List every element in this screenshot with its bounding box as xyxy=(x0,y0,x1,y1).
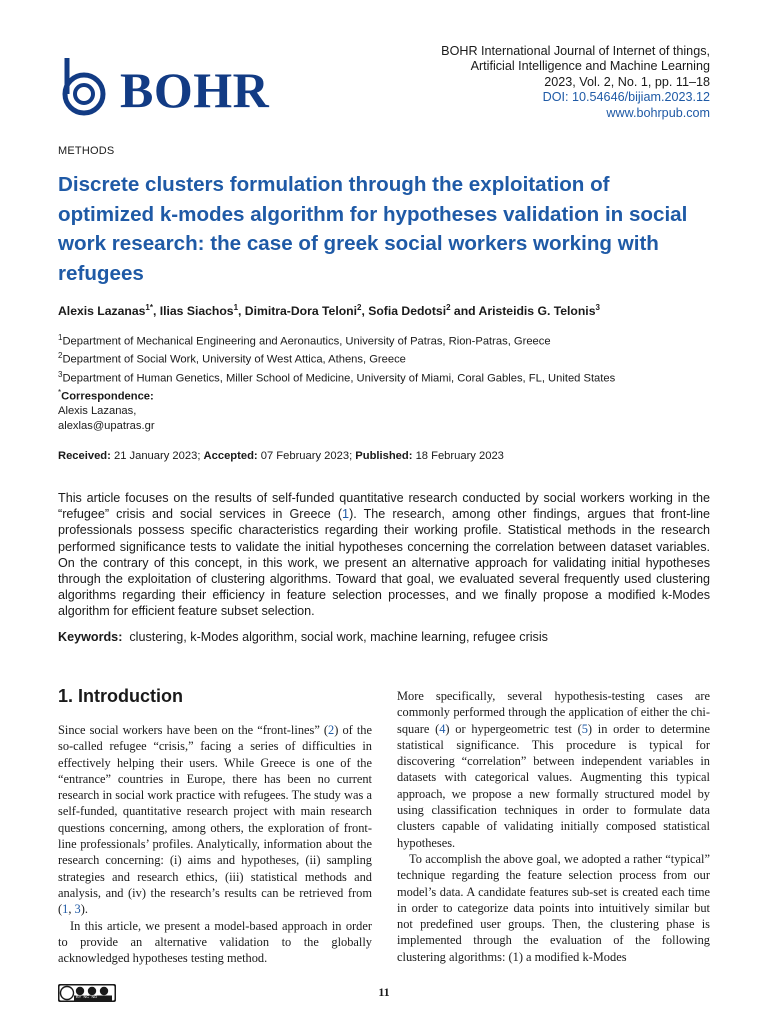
cc-license-terms: BY NC ND xyxy=(76,994,98,999)
accepted-date: 07 February 2023; xyxy=(257,450,356,462)
left-column xyxy=(58,722,372,966)
affiliation-text: Department of Human Genetics, Miller School of Medicine, University of Miami, Coral Gables, FL, United States xyxy=(62,372,616,385)
keywords-text: clustering, k-Modes algorithm, social work, machine learning, refugee crisis xyxy=(122,630,548,644)
author-affil-sup: 2 xyxy=(356,303,362,312)
received-date: 21 January 2023; xyxy=(110,450,204,462)
keywords-label: Keywords: xyxy=(58,630,123,644)
affiliation-sup: 1 xyxy=(58,333,63,342)
paragraph-text: , xyxy=(68,902,75,917)
correspondence-label: Correspondence: xyxy=(61,390,154,403)
citation-link[interactable]: 1 xyxy=(62,902,69,917)
abstract-text: ). The research, among other findings, argues that front-line professionals possess specific characteristics regarding their working profile. Statistical methods in the research performed significance tests to validate the initial hypotheses concerning the correlation between dataset variables. On the contrary of this concept, in this work, we present an alternative approach for validating initial hypotheses through the exploitation of clustering algorithms. Toward that goal, we evaluated several frequently used clustering algorithms regarding their efficiency in feature selection processes, and we finally propose a modified k-Modes algorithm for efficient feature subset selection. xyxy=(58,507,710,619)
bohr-logo-icon xyxy=(58,54,116,124)
citation-link[interactable]: 5 xyxy=(581,721,588,736)
correspondence-name: Alexis Lazanas, xyxy=(58,405,137,418)
affiliation-sup: 3 xyxy=(58,369,63,379)
author-name: Alexis Lazanas xyxy=(58,304,146,319)
journal-name-line2: Artificial Intelligence and Machine Learning xyxy=(470,59,710,74)
accepted-label: Accepted: xyxy=(203,450,258,462)
correspondence-email[interactable]: alexlas@upatras.gr xyxy=(58,419,155,432)
affiliation-text: Department of Social Work, University of West Attica, Athens, Greece xyxy=(62,354,406,367)
affiliations xyxy=(58,331,718,386)
keywords xyxy=(58,630,710,644)
publisher-logo xyxy=(58,54,288,124)
affiliation-item xyxy=(58,331,718,349)
paragraph-text: Since social workers have been on the “front-lines” ( xyxy=(58,723,329,737)
author-affil-sup: 1 xyxy=(233,303,239,312)
correspondence-star: * xyxy=(58,388,62,397)
paragraph-text: ) in order to determine statistical significance. This procedure is typical for discovering “correlation” between independent variables in datasets with categorical values. Augmenting this typical approach, we propose a new formally structured model by using classification techniques in order to formulate data clusters capable of validating initially composed statistical hypotheses. xyxy=(397,721,710,850)
page-number: 11 xyxy=(378,985,390,999)
author-name: and Aristeidis G. Telonis xyxy=(450,304,596,319)
paragraph xyxy=(58,722,372,918)
published-label: Published: xyxy=(355,450,413,462)
paragraph-text: ) or hypergeometric test ( xyxy=(445,721,582,736)
doi-link[interactable]: DOI: 10.54646/bijiam.2023.12 xyxy=(542,90,710,105)
author-affil-sup: 2 xyxy=(446,303,451,312)
citation-link[interactable]: 3 xyxy=(74,902,81,917)
citation-link[interactable]: 1 xyxy=(342,507,350,522)
author-name: , Sofia Dedotsi xyxy=(361,304,447,319)
author-affil-sup: 1* xyxy=(145,303,153,312)
right-column xyxy=(397,688,710,965)
abstract xyxy=(58,490,710,620)
citation-link[interactable]: 4 xyxy=(439,721,446,736)
affiliation-item xyxy=(58,368,718,386)
article-title: Discrete clusters formulation through the exploitation of optimized k-modes algorithm for hypotheses validation in social work research: the case of greek social workers working with refugees xyxy=(58,173,688,285)
paragraph-text: More specifically, several hypothesis-testing cases are commonly performed through the application of either the chi-square ( xyxy=(397,689,710,736)
website-link[interactable]: www.bohrpub.com xyxy=(606,105,710,120)
received-label: Received: xyxy=(58,450,111,462)
paragraph: To accomplish the above goal, we adopted a rather “typical” technique regarding the feature selection process from our model’s data. A candidate features sub-set is created each time in order to categorize data points into intuitively similar but not predefined user groups. Then, the clustering phase is implemented through the evaluation of the following clustering algorithms: (1) a modified k-Modes xyxy=(397,851,710,964)
correspondence xyxy=(58,386,458,433)
affiliation-text: Department of Mechanical Engineering and Aeronautics, University of Patras, Rion-Patras, Greece xyxy=(62,335,551,348)
affiliation-item xyxy=(58,349,718,367)
journal-volume: 2023, Vol. 2, No. 1, pp. 11–18 xyxy=(544,74,710,89)
section-label: METHODS xyxy=(58,145,115,157)
published-date: 18 February 2023 xyxy=(412,450,504,462)
section-heading-introduction: 1. Introduction xyxy=(58,686,183,706)
paragraph-text: ) of the so-called refugee “crisis,” facing a series of difficulties in effectively helping their users. While Greece is one of the “entrance” countries in Europe, there has been no current research in social work practice with refugees. The study was a self-funded, quantitative research project with main research questions concerning, among others, the exploration of front-line professionals’ profiles. Analytically, information about the research concerning: (i) aims and hypotheses, (ii) sampling strategies and research ethics, (iii) statistical methods and analysis, and (iv) the research’s results can be retrieved from ( xyxy=(58,723,372,917)
paragraph xyxy=(397,688,710,851)
author-list xyxy=(58,300,718,319)
author-name: , Ilias Siachos xyxy=(152,304,234,319)
author-name: , Dimitra-Dora Teloni xyxy=(238,304,357,319)
logo-text: BOHR xyxy=(120,62,270,118)
citation-link[interactable]: 2 xyxy=(328,723,335,737)
paragraph-text: ). xyxy=(80,902,88,917)
journal-name-line1: BOHR International Journal of Internet of things, xyxy=(441,44,710,58)
author-affil-sup: 3 xyxy=(595,303,600,312)
journal-info xyxy=(310,44,710,121)
paragraph: In this article, we present a model-based approach in order to provide an alternative validation to the globally acknowledged hypotheses testing method. xyxy=(58,918,372,966)
abstract-text: This article focuses on the results of self-funded quantitative research conducted by social workers working in the “refugee” crisis and social services in Greece ( xyxy=(58,491,710,522)
affiliation-sup: 2 xyxy=(58,351,63,361)
publication-dates xyxy=(58,450,718,462)
